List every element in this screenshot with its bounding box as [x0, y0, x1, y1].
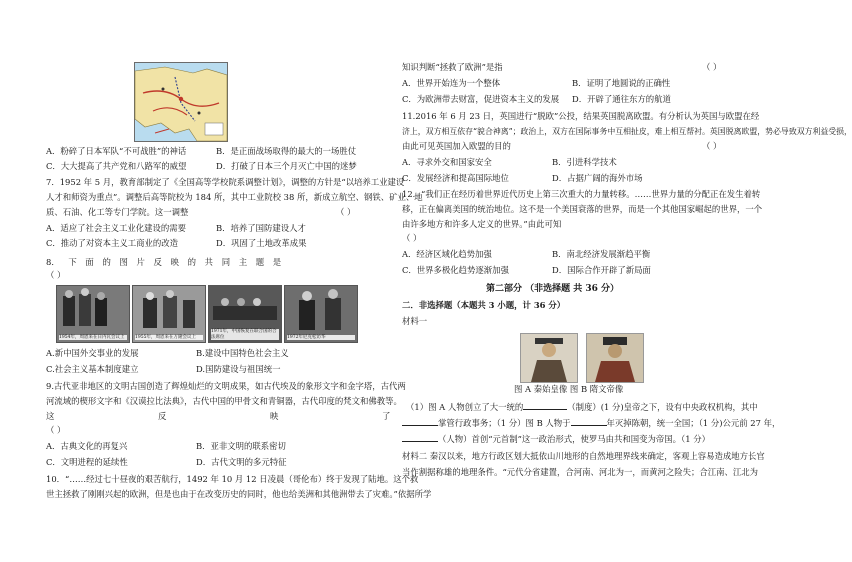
- section-two-title: 二．非选择题（本题共 3 小题，计 36 分）: [402, 300, 566, 310]
- q9-stem-word-3: 映: [270, 411, 279, 421]
- q8-option-c: C.社会主义基本制度建立: [46, 364, 139, 374]
- q11-option-d: D．占据广阔的海外市场: [552, 173, 643, 183]
- q8-photo-2-caption: 1955年，周恩来在万隆会议上: [135, 335, 203, 340]
- photo-graphic: [285, 286, 357, 342]
- q9-option-d: D．古代文明的多元特征: [196, 457, 287, 467]
- q9-stem-word-1: 这: [46, 411, 55, 421]
- q7-stem-line2: 人才和师资为重点”。调整后高等院校为 184 所，其中工业院校 38 所，新成立航空、钢铁、矿业、地: [46, 192, 423, 202]
- q13-line2: [402, 417, 780, 430]
- q10-option-a: A．世界开始连为一个整体: [402, 78, 501, 88]
- part-two-title: 第二部分 （非选择题 共 36 分）: [486, 284, 620, 294]
- q8-stem: 8． 下 面 的 图 片 反 映 的 共 同 主 题 是: [46, 257, 282, 267]
- answer-blank-2[interactable]: [402, 417, 438, 426]
- answer-blank-3[interactable]: [571, 417, 607, 426]
- qin-shihuang-portrait: [520, 333, 578, 383]
- q11-stem-line2: 济上，双方相互依存“貌合神离”；政治上，双方在国际事务中互相扯皮，难上相互帮衬。英国脱离欧盟，势必导致双方利益受损，: [402, 127, 852, 136]
- q13-line1-text-a: （1）图 A 人物创立了大一统的: [406, 402, 524, 412]
- material-two-line2: 当作割据称雄的地理条件。“元代分省建置，合河南、河北为一，而黄河之险失；合江南、江北为: [402, 467, 759, 477]
- q7-option-d: D．巩固了土地改革成果: [216, 238, 307, 248]
- q11-stem-line1: 11.2016 年 6 月 23 日，英国进行“脱欧”公投，结果英国脱离欧盟。有分析认为英国与欧盟在经: [402, 111, 760, 121]
- q8-photo-3-caption: 1971年，中国恢复在联合国的合法席位: [211, 329, 279, 340]
- q13-line3-text: （人物）首创“元首制”这一政治形式，使罗马由共和国变为帝国。（1 分）: [438, 434, 710, 444]
- q13-line1: [406, 401, 758, 414]
- q6-option-d: D．打破了日本三个月灭亡中国的迷梦: [216, 161, 357, 171]
- q13-line1-text-b: （制度）(1 分)皇帝之下，设有中央政权机构，其中: [567, 402, 758, 412]
- q11-stem-line3: 由此可见英国加入欧盟的目的: [402, 141, 511, 151]
- q9-option-a: A．古典文化的再复兴: [46, 441, 128, 451]
- q8-option-a: A.新中国外交事业的发展: [46, 348, 139, 358]
- q12-stem-line2: 移，正在偏离美国的统治地位。这不是一个美国衰落的世界，而是一个其他国家崛起的世界，一个: [402, 204, 763, 214]
- q7-answer-paren: （ ）: [336, 207, 356, 217]
- q12-option-b: B．南北经济发展渐趋平衡: [552, 249, 651, 259]
- q9-option-c: C．文明进程的延续性: [46, 457, 128, 467]
- q8-photo-4-caption: 1972年尼克松访华: [287, 335, 355, 340]
- battle-map-image: [134, 62, 228, 142]
- q8-answer-paren: （ ）: [46, 270, 66, 280]
- q6-option-c: C．大大提高了共产党和八路军的威望: [46, 161, 187, 171]
- q12-stem-line3: 由许多地方和许多人定义的世界。”由此可知: [402, 219, 562, 229]
- q11-option-c: C．发展经济和提高国际地位: [402, 173, 509, 183]
- q6-option-b: B．是正面战场取得的最大的一场胜仗: [216, 146, 357, 156]
- q9-answer-paren: （ ）: [46, 425, 66, 435]
- q10-stem-line3: 知识判断“拯救了欧洲”是指: [402, 62, 503, 72]
- photo-graphic: [133, 286, 205, 342]
- q10-option-c: C．为欧洲带去财富，促进资本主义的发展: [402, 94, 560, 104]
- portrait-graphic: [587, 334, 643, 382]
- q11-option-a: A．寻求外交和国家安全: [402, 157, 492, 167]
- q12-option-d: D．国际合作开辟了新局面: [552, 265, 651, 275]
- q13-line2-text-a: 掌管行政事务；（1 分）图 B 人物于: [438, 418, 571, 428]
- q7-stem-line3: 质、石油、化工等专门学院。这一调整: [46, 207, 189, 217]
- q7-option-b: B．培养了国防建设人才: [216, 223, 306, 233]
- q9-stem-word-2: 反: [158, 411, 167, 421]
- map-graphic: [135, 63, 227, 141]
- material-one-label: 材料一: [402, 316, 428, 326]
- q10-stem-line1: 10．“……经过七十昼夜的艰苦航行，1492 年 10 月 12 日凌晨（哥伦布）终于发现了陆地。这个救: [46, 474, 419, 484]
- q9-stem-line1: 9.古代亚非地区的文明古国创造了辉煌灿烂的文明成果，如古代埃及的象形文字和金字塔，古代两: [46, 381, 406, 391]
- material-two-line1: 材料二 秦汉以来，地方行政区划大抵依山川地形的自然地理界线来确定，客观上容易造成地方长官: [402, 451, 765, 461]
- q12-option-a: A．经济区域化趋势加强: [402, 249, 492, 259]
- q8-photo-1: [56, 285, 130, 343]
- q12-stem-line1: 12．“我们正在经历着世界近代历史上第三次重大的力量转移。……世界力量的分配正在发生着转: [402, 189, 761, 199]
- q10-option-d: D．开辟了通往东方的航道: [572, 94, 671, 104]
- q7-stem-line1: 7．1952 年 5 月，教育部制定了《全国高等学校院系调整计划》，调整的方针是“以培养工业建设: [46, 177, 405, 187]
- q12-answer-paren: （ ）: [402, 233, 422, 243]
- sui-wendi-portrait: [586, 333, 644, 383]
- q8-photo-2: [132, 285, 206, 343]
- q8-option-d: D.国防建设与祖国统一: [196, 364, 281, 374]
- q8-photo-4: [284, 285, 358, 343]
- q9-stem-word-4: 了: [382, 411, 391, 421]
- q10-answer-paren: （ ）: [702, 62, 722, 72]
- q7-option-a: A．适应了社会主义工业化建设的需要: [46, 223, 187, 233]
- q8-photo-1-caption: 1954年，周恩来在日内瓦会议上: [59, 335, 127, 340]
- q10-option-b: B．证明了地圆说的正确性: [572, 78, 671, 88]
- q11-answer-paren: （ ）: [702, 141, 722, 151]
- q13-line2-text-b: 年灭掉陈朝，统一全国；（1 分)公元前 27 年，: [606, 418, 781, 428]
- q8-photo-3: [208, 285, 282, 343]
- q9-option-b: B．亚非文明的联系密切: [196, 441, 286, 451]
- q7-option-c: C．推动了对资本主义工商业的改造: [46, 238, 179, 248]
- figure-caption: 图 A 秦始皇像 图 B 隋文帝像: [514, 384, 624, 394]
- q13-line3: [402, 433, 710, 446]
- q10-stem-line2: 世主拯救了刚刚兴起的欧洲，但是也由于在改变历史的同时，他也给美洲和其他洲带去了灾难。”依据所学: [46, 489, 432, 499]
- photo-graphic: [57, 286, 129, 342]
- portrait-graphic: [521, 334, 577, 382]
- q6-option-a: A．粉碎了日本军队“不可战胜”的神话: [46, 146, 187, 156]
- q11-option-b: B．引进科学技术: [552, 157, 617, 167]
- q8-option-b: B.建设中国特色社会主义: [196, 348, 289, 358]
- q9-stem-line2: 河流域的楔形文字和《汉谟拉比法典》，古代中国的甲骨文和青铜器，古代印度的梵文和佛教等。: [46, 396, 402, 406]
- answer-blank-1[interactable]: [523, 401, 567, 410]
- q12-option-c: C．世界多极化趋势逐渐加强: [402, 265, 509, 275]
- answer-blank-4[interactable]: [402, 433, 438, 442]
